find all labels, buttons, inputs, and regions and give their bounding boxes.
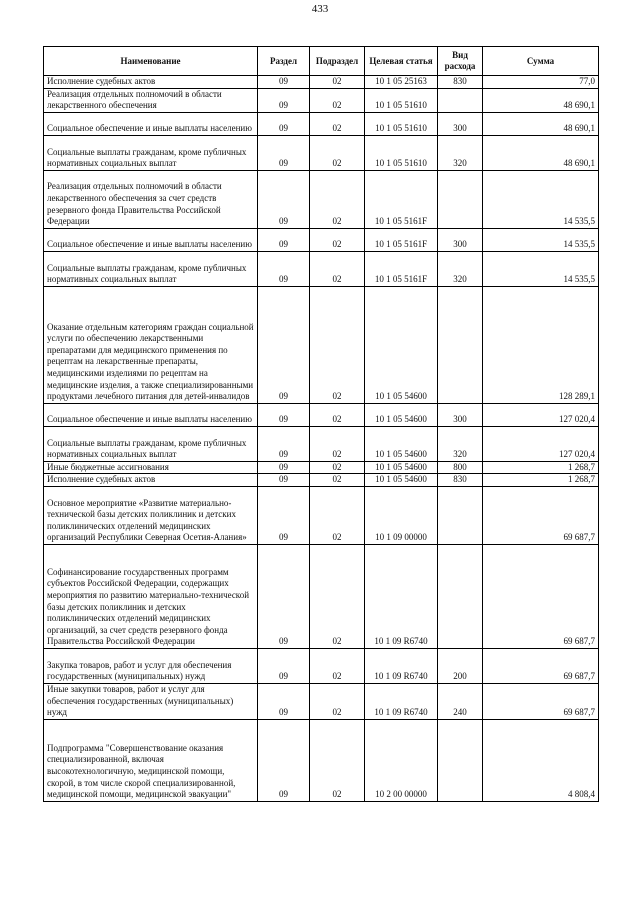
row-section: 09 xyxy=(258,403,310,426)
row-section: 09 xyxy=(258,135,310,170)
row-section: 09 xyxy=(258,474,310,487)
row-section: 09 xyxy=(258,683,310,719)
row-sum: 14 535,5 xyxy=(483,170,599,228)
row-target: 10 1 05 51610 xyxy=(365,135,438,170)
page-number: 433 xyxy=(311,3,329,15)
row-name: Социальное обеспечение и иные выплаты населению xyxy=(44,112,258,135)
row-name: Социальное обеспечение и иные выплаты населению xyxy=(44,403,258,426)
table-row xyxy=(44,426,599,461)
header-target: Целевая статья xyxy=(365,47,438,76)
table-row xyxy=(44,474,599,487)
row-target: 10 1 05 51610 xyxy=(365,88,438,112)
row-expense-type: 240 xyxy=(438,683,483,719)
row-name: Оказание отдельным категориям граждан социальной услуги по обеспечению лекарственными препаратами для медицинского применения по рецептам на лекарственные препараты, медицинскими изделиями по рецептам на медицинские изделия, а также специализированными продуктами лечебного питания для детей-инвалидов xyxy=(44,286,258,403)
row-target: 10 1 05 5161F xyxy=(365,170,438,228)
row-subsection: 02 xyxy=(310,112,365,135)
row-section: 09 xyxy=(258,76,310,89)
row-subsection: 02 xyxy=(310,648,365,683)
header-sum: Сумма xyxy=(483,47,599,76)
row-section: 09 xyxy=(258,88,310,112)
row-section: 09 xyxy=(258,228,310,251)
row-expense-type: 320 xyxy=(438,426,483,461)
row-sum: 14 535,5 xyxy=(483,251,599,286)
row-target: 10 1 09 R6740 xyxy=(365,648,438,683)
row-target: 10 1 05 54600 xyxy=(365,461,438,474)
row-section: 09 xyxy=(258,461,310,474)
row-name: Софинансирование государственных программ субъектов Российской Федерации, содержащих мероприятия по развитию материально-технической базы детских поликлиник и детских поликлинических отделений медицинских организаций, за счет средств резервного фонда Правительства Российской Федерации xyxy=(44,544,258,648)
row-subsection: 02 xyxy=(310,486,365,544)
row-name: Основное мероприятие «Развитие материально-технической базы детских поликлиник и детских поликлинических отделений медицинских организаций Республики Северная Осетия-Алания» xyxy=(44,486,258,544)
header-name: Наименование xyxy=(44,47,258,76)
row-subsection: 02 xyxy=(310,426,365,461)
row-section: 09 xyxy=(258,486,310,544)
row-target: 10 1 05 5161F xyxy=(365,251,438,286)
row-name: Реализация отдельных полномочий в области лекарственного обеспечения за счет средств резервного фонда Правительства Российской Федерации xyxy=(44,170,258,228)
row-sum: 69 687,7 xyxy=(483,486,599,544)
row-target: 10 1 05 54600 xyxy=(365,426,438,461)
row-target: 10 1 05 54600 xyxy=(365,403,438,426)
header-expense-type: Вид расхода xyxy=(438,47,483,76)
row-expense-type xyxy=(438,88,483,112)
row-expense-type xyxy=(438,286,483,403)
row-target: 10 1 05 54600 xyxy=(365,286,438,403)
row-target: 10 1 09 R6740 xyxy=(365,683,438,719)
table-row xyxy=(44,135,599,170)
row-expense-type xyxy=(438,170,483,228)
row-expense-type xyxy=(438,544,483,648)
row-subsection: 02 xyxy=(310,286,365,403)
row-expense-type: 300 xyxy=(438,228,483,251)
row-expense-type xyxy=(438,486,483,544)
table-row xyxy=(44,648,599,683)
row-sum: 48 690,1 xyxy=(483,112,599,135)
row-subsection: 02 xyxy=(310,228,365,251)
row-subsection: 02 xyxy=(310,170,365,228)
row-name: Исполнение судебных актов xyxy=(44,474,258,487)
row-expense-type: 200 xyxy=(438,648,483,683)
row-target: 10 1 05 51610 xyxy=(365,112,438,135)
row-target: 10 2 00 00000 xyxy=(365,719,438,801)
row-target: 10 1 09 00000 xyxy=(365,486,438,544)
table-row xyxy=(44,719,599,801)
row-sum: 77,0 xyxy=(483,76,599,89)
row-sum: 69 687,7 xyxy=(483,544,599,648)
row-sum: 128 289,1 xyxy=(483,286,599,403)
row-sum: 127 020,4 xyxy=(483,403,599,426)
row-sum: 1 268,7 xyxy=(483,461,599,474)
row-name: Закупка товаров, работ и услуг для обеспечения государственных (муниципальных) нужд xyxy=(44,648,258,683)
row-subsection: 02 xyxy=(310,544,365,648)
row-name: Реализация отдельных полномочий в области лекарственного обеспечения xyxy=(44,88,258,112)
row-section: 09 xyxy=(258,426,310,461)
row-expense-type: 300 xyxy=(438,112,483,135)
table-row xyxy=(44,112,599,135)
row-name: Социальное обеспечение и иные выплаты населению xyxy=(44,228,258,251)
table-row xyxy=(44,683,599,719)
row-section: 09 xyxy=(258,544,310,648)
row-target: 10 1 05 54600 xyxy=(365,474,438,487)
row-sum: 1 268,7 xyxy=(483,474,599,487)
row-section: 09 xyxy=(258,251,310,286)
row-subsection: 02 xyxy=(310,88,365,112)
table-header-row xyxy=(44,47,599,76)
header-section: Раздел xyxy=(258,47,310,76)
table-row xyxy=(44,228,599,251)
row-expense-type: 320 xyxy=(438,135,483,170)
table-row xyxy=(44,286,599,403)
table-row xyxy=(44,251,599,286)
row-expense-type: 830 xyxy=(438,76,483,89)
table-row xyxy=(44,76,599,89)
table-row xyxy=(44,486,599,544)
table-row xyxy=(44,461,599,474)
row-section: 09 xyxy=(258,648,310,683)
row-subsection: 02 xyxy=(310,76,365,89)
table-body xyxy=(44,76,599,802)
row-subsection: 02 xyxy=(310,461,365,474)
row-subsection: 02 xyxy=(310,719,365,801)
table-row xyxy=(44,403,599,426)
row-target: 10 1 05 25163 xyxy=(365,76,438,89)
row-target: 10 1 05 5161F xyxy=(365,228,438,251)
row-sum: 48 690,1 xyxy=(483,135,599,170)
row-section: 09 xyxy=(258,286,310,403)
row-expense-type: 800 xyxy=(438,461,483,474)
row-sum: 127 020,4 xyxy=(483,426,599,461)
table-row xyxy=(44,170,599,228)
row-name: Иные закупки товаров, работ и услуг для обеспечения государственных (муниципальных) нужд xyxy=(44,683,258,719)
row-sum: 69 687,7 xyxy=(483,683,599,719)
row-section: 09 xyxy=(258,719,310,801)
row-subsection: 02 xyxy=(310,683,365,719)
table-row xyxy=(44,544,599,648)
header-subsection: Подраздел xyxy=(310,47,365,76)
row-name: Социальные выплаты гражданам, кроме публичных нормативных социальных выплат xyxy=(44,251,258,286)
row-sum: 69 687,7 xyxy=(483,648,599,683)
budget-table xyxy=(43,46,599,802)
row-section: 09 xyxy=(258,170,310,228)
row-expense-type: 320 xyxy=(438,251,483,286)
row-section: 09 xyxy=(258,112,310,135)
row-sum: 4 808,4 xyxy=(483,719,599,801)
row-subsection: 02 xyxy=(310,403,365,426)
row-sum: 14 535,5 xyxy=(483,228,599,251)
table-row xyxy=(44,88,599,112)
row-name: Социальные выплаты гражданам, кроме публичных нормативных социальных выплат xyxy=(44,135,258,170)
row-target: 10 1 09 R6740 xyxy=(365,544,438,648)
row-subsection: 02 xyxy=(310,251,365,286)
row-subsection: 02 xyxy=(310,474,365,487)
row-name: Подпрограмма "Совершенствование оказания специализированной, включая высокотехнологичную, медицинской помощи, скорой, в том числе скорой специализированной, медицинской помощи, медицинской эвакуации" xyxy=(44,719,258,801)
row-name: Социальные выплаты гражданам, кроме публичных нормативных социальных выплат xyxy=(44,426,258,461)
row-name: Иные бюджетные ассигнования xyxy=(44,461,258,474)
row-sum: 48 690,1 xyxy=(483,88,599,112)
row-subsection: 02 xyxy=(310,135,365,170)
row-name: Исполнение судебных актов xyxy=(44,76,258,89)
row-expense-type: 300 xyxy=(438,403,483,426)
row-expense-type xyxy=(438,719,483,801)
row-expense-type: 830 xyxy=(438,474,483,487)
